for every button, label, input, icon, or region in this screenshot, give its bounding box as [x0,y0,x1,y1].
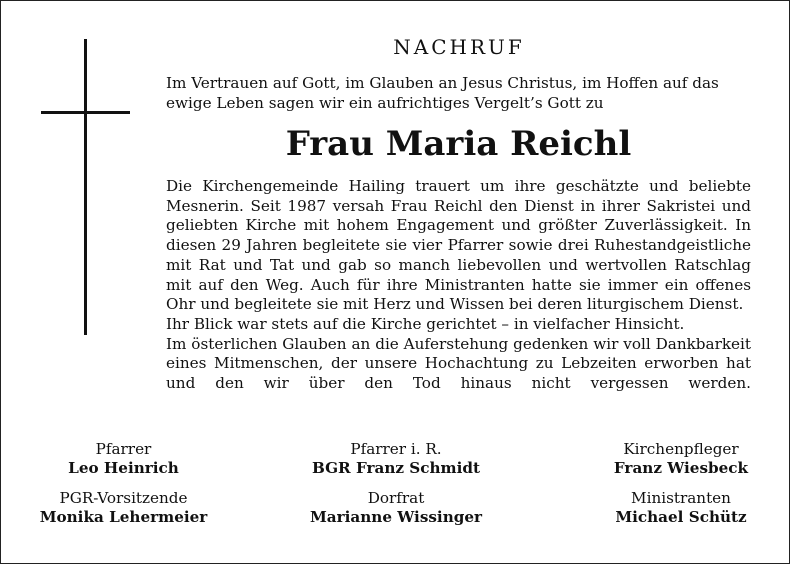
signature-role: Ministranten [631,489,731,507]
signature-block [581,489,781,527]
signature-block [21,489,226,527]
signature-role: Pfarrer i. R. [350,440,442,458]
signature-block [21,440,226,478]
signature-block [291,489,501,527]
cross-icon-bar [41,111,130,114]
cross-icon [84,39,87,335]
tribute-paragraph: Ihr Blick war stets auf die Kirche gerichtet – in vielfacher Hinsicht. [166,314,685,333]
tribute-paragraph: Die Kirchengemeinde Hailing trauert um ihre geschätzte und beliebte Mesnerin. Seit 1987 versah Frau Reichl den Dienst in ihrer Sakristei und geliebten Kirche mit hohem Engagement und größter Zuverlässigkeit. In diesen 29 Jahren begleitete sie vier Pfarrer sowie drei Ruhestandgeistliche mit Rat und Tat und gab so manch liebevollen und wertvollen Ratschlag mit auf den Weg. Auch für ihre Ministranten hatte sie immer ein offenes Ohr und begleitete sie mit Herz und Wissen bei deren liturgischem Dienst. [166,177,751,314]
signature-name: Franz Wiesbeck [613,459,749,477]
signature-role: Pfarrer [95,440,152,458]
notice-title: NACHRUF [393,35,525,59]
intro-text: Im Vertrauen auf Gott, im Glauben an Jesus Christus, im Hoffen auf das ewige Leben sagen wir ein aufrichtiges Vergelt’s Gott zu [166,74,719,112]
signature-name: BGR Franz Schmidt [311,459,481,477]
signature-role: Kirchenpfleger [623,440,739,458]
signature-block [291,440,501,478]
signature-name: Monika Lehermeier [39,508,208,526]
signature-name: Marianne Wissinger [309,508,483,526]
signature-name: Leo Heinrich [68,459,179,477]
tribute-text [166,177,751,394]
signature-name: Michael Schütz [615,508,747,526]
deceased-name: Frau Maria Reichl [285,124,632,164]
signature-role: PGR-Vorsitzende [59,489,188,507]
tribute-paragraph: Im österlichen Glauben an die Auferstehung gedenken wir voll Dankbarkeit eines Mitmenschen, der unsere Hochachtung zu Lebzeiten erworben hat und den wir über den Tod hinaus nicht vergessen werden. [166,334,751,393]
signature-block [581,440,781,478]
signature-role: Dorfrat [367,489,425,507]
